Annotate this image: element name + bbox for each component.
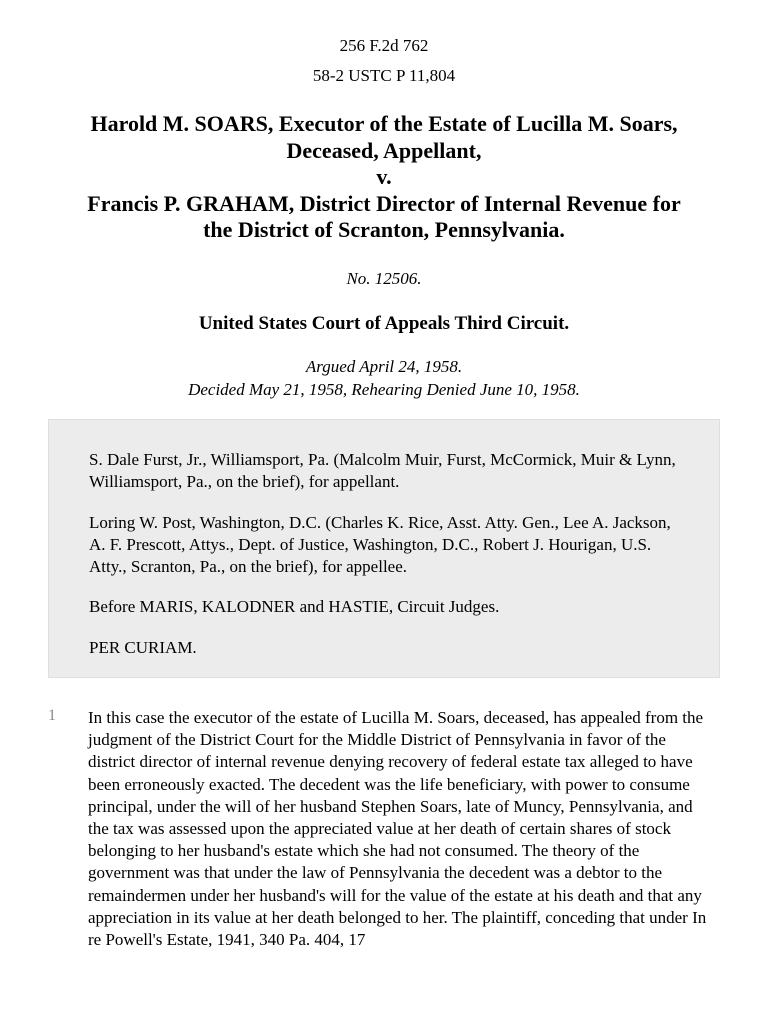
per-curiam-label: PER CURIAM.	[89, 638, 197, 657]
appellee-counsel: Loring W. Post, Washington, D.C. (Charles K. Rice, Asst. Atty. Gen., Lee A. Jackson, A. F. Prescott, Attys., Dept. of Justice, Washington, D.C., Robert J. Hourigan, U.S. Atty., Scranton, Pa., on the brief), for appellee.	[89, 513, 671, 576]
reporter-citation: 256 F.2d 762	[339, 36, 429, 55]
docket-number: No. 12506.	[346, 269, 422, 288]
appellee-name-continued: the District of Scranton, Pennsylvania.	[203, 217, 565, 242]
case-dates	[0, 355, 768, 401]
opinion-paragraph: In this case the executor of the estate of Lucilla M. Soars, deceased, has appealed from the judgment of the District Court for the Middle District of Pennsylvania in favor of the district director of internal revenue denying recovery of federal estate tax alleged to have been erroneously exacted. The decedent was the life beneficiary, with power to consume principal, under the will of her husband Stephen Soars, late of Muncy, Pennsylvania, and the tax was assessed upon the appreciated value at her death of certain shares of stock belonging to her husband's estate which she had not consumed. The theory of the government was that under the law of Pennsylvania the decedent was a debtor to the remaindermen under her husband's will for the value of the estate at his death and that any appreciation in its value at her death belonged to her. The plaintiff, conceding that under In re Powell's Estate, 1941, 340 Pa. 404, 17	[88, 708, 707, 950]
appellee-name: Francis P. GRAHAM, District Director of Internal Revenue for	[87, 190, 681, 216]
counsel-box	[48, 419, 720, 678]
tax-citation: 58-2 USTC P 11,804	[312, 66, 456, 85]
versus-label: v.	[376, 164, 392, 189]
case-caption	[30, 111, 738, 244]
court-name: United States Court of Appeals Third Circuit.	[198, 313, 570, 334]
appellant-role: Deceased, Appellant,	[286, 137, 482, 163]
argued-date: Argued April 24, 1958.	[305, 357, 463, 376]
judges-panel: Before MARIS, KALODNER and HASTIE, Circuit Judges.	[89, 597, 500, 616]
decided-date: Decided May 21, 1958, Rehearing Denied June 10, 1958.	[188, 380, 580, 399]
appellant-name: Harold M. SOARS, Executor of the Estate of Lucilla M. Soars,	[90, 111, 678, 136]
paragraph-number: 1	[48, 707, 56, 724]
appellant-counsel: S. Dale Furst, Jr., Williamsport, Pa. (Malcolm Muir, Furst, McCormick, Muir & Lynn, Williamsport, Pa., on the brief), for appellant.	[89, 450, 676, 491]
